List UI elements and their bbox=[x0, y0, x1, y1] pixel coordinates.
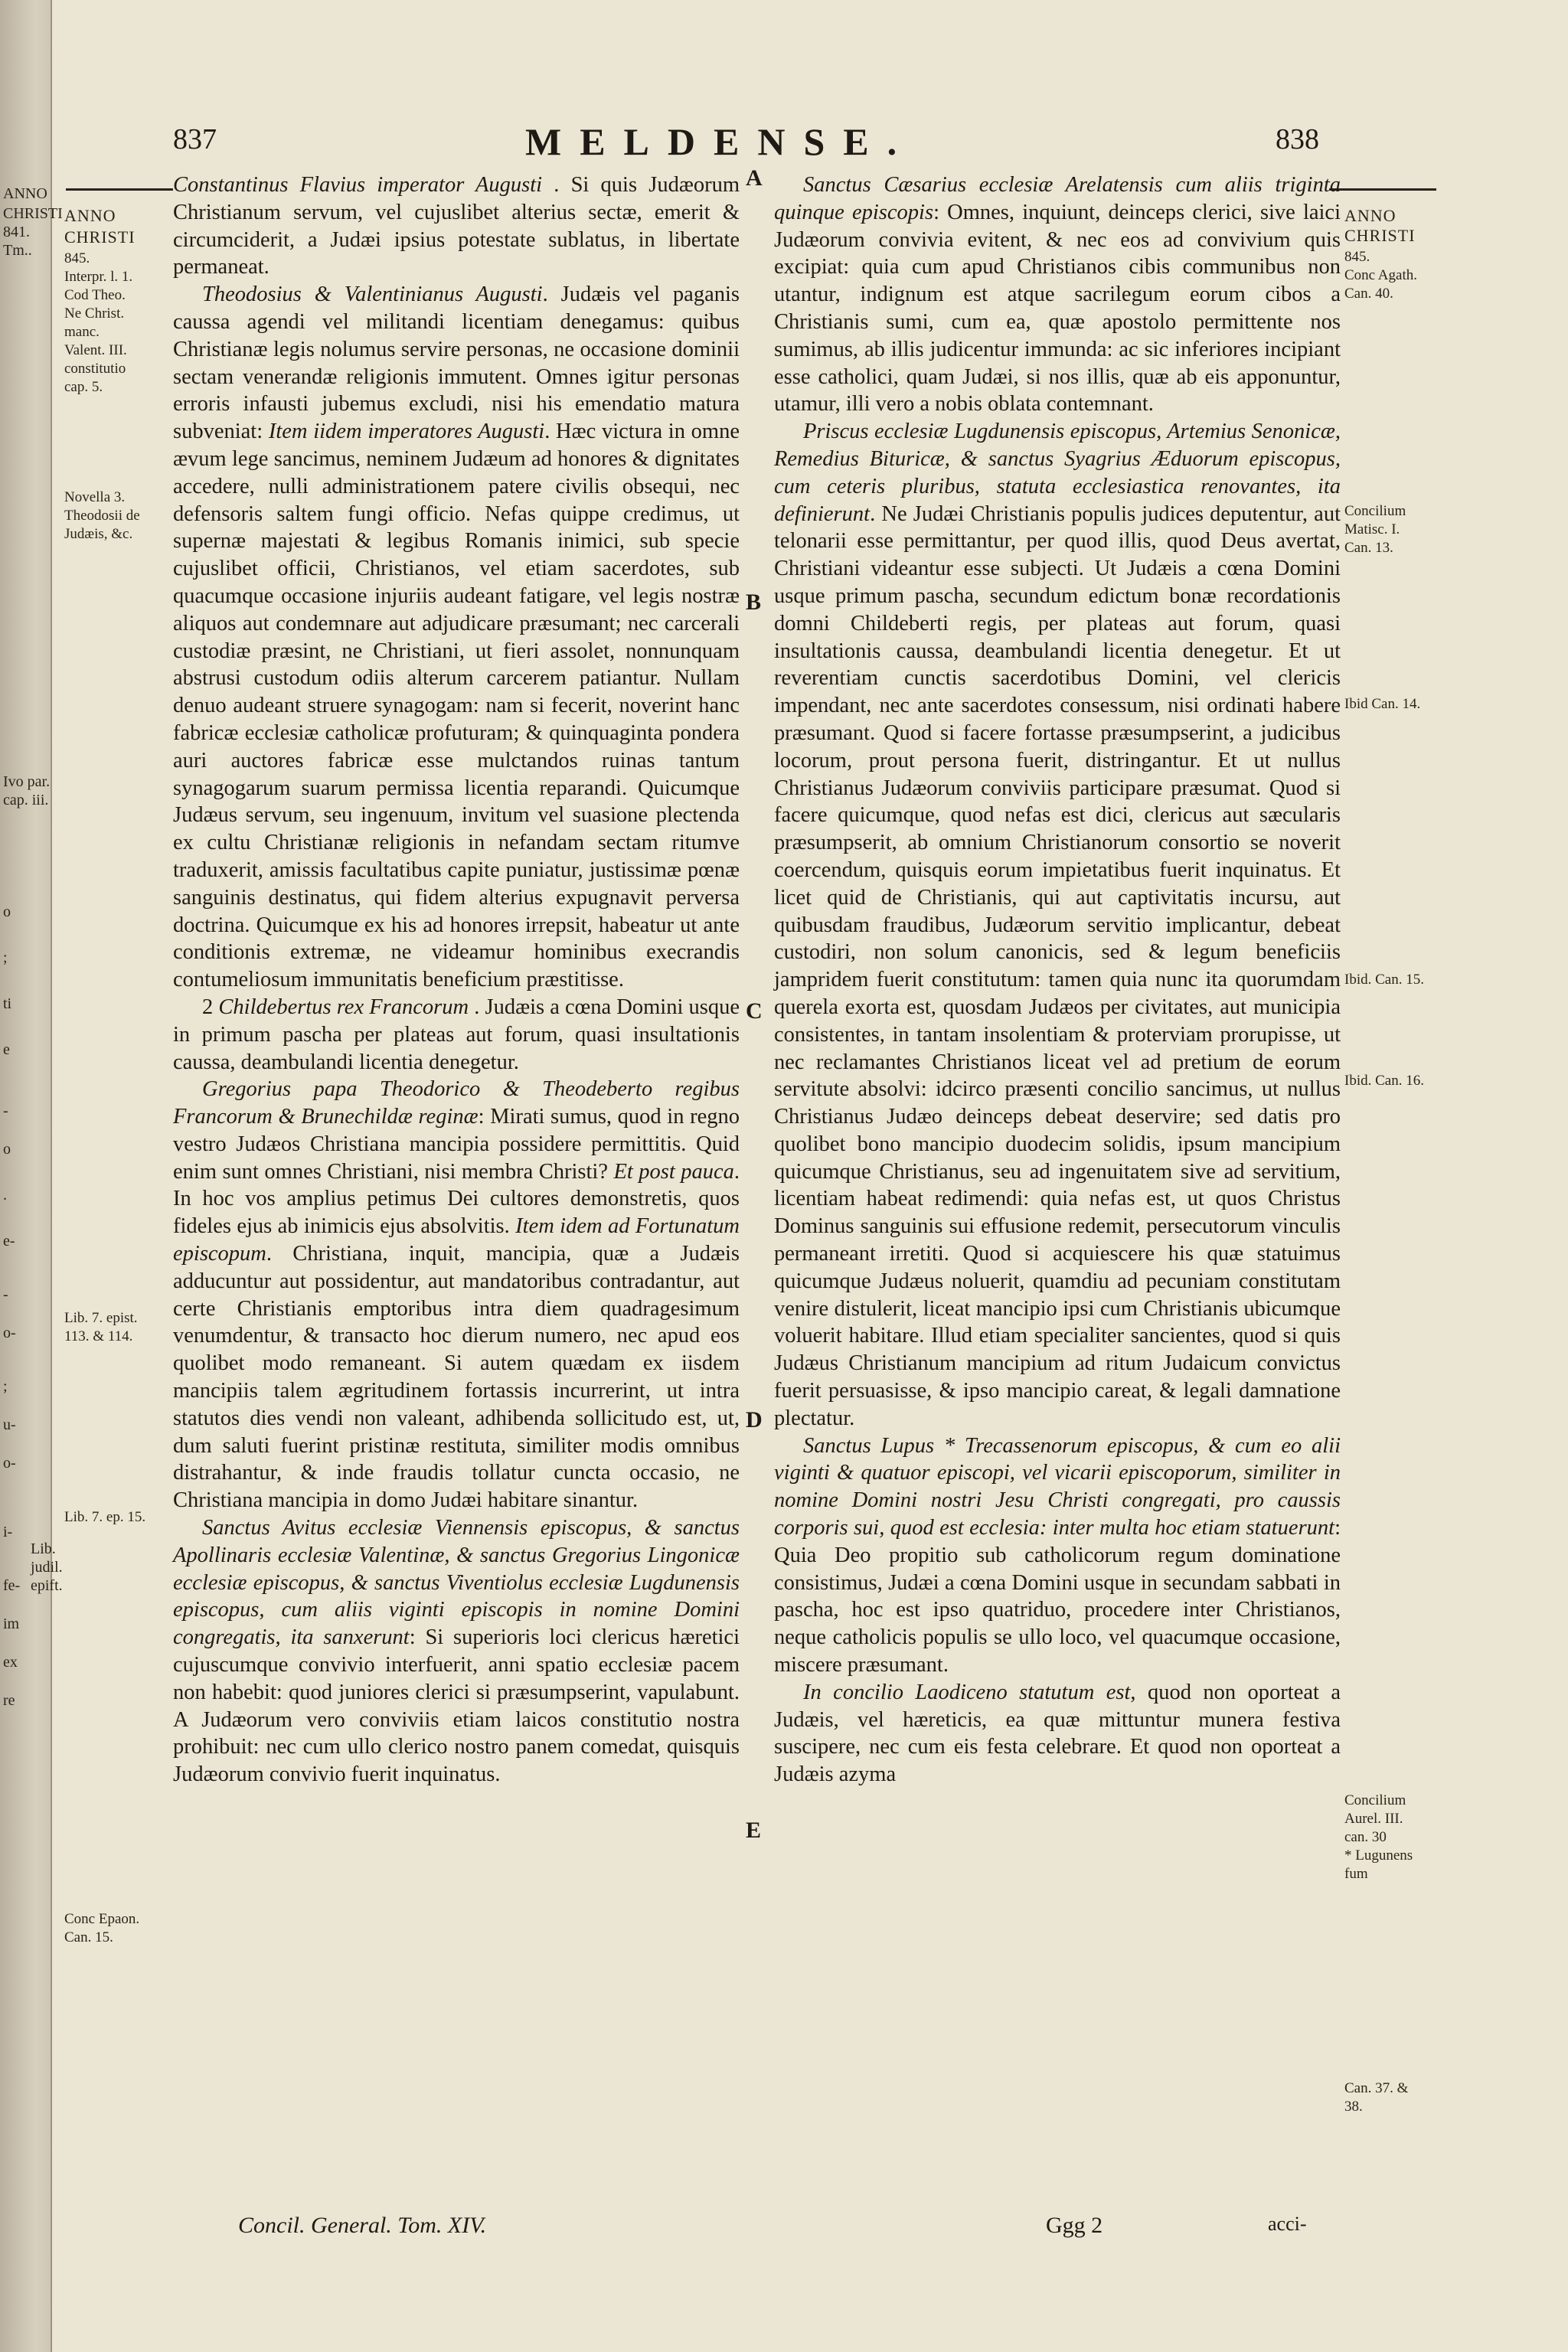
strip-fragment: 841. bbox=[3, 224, 30, 240]
strip-fragment: judil. bbox=[31, 1559, 63, 1576]
strip-fragment: - bbox=[3, 1286, 8, 1303]
strip-fragment: e bbox=[3, 1041, 10, 1058]
margin-note: CHRISTI bbox=[1344, 226, 1416, 245]
paragraph: In concilio Laodiceno statutum est, quod non oporteat a Judæis, vel hæreticis, ea quæ mittuntur munera festiva suscipere, nec cum eis festa celebrare. Et quod non oporteat a Judæis azyma bbox=[774, 1680, 1341, 1787]
margin-note: can. 30 bbox=[1344, 1829, 1387, 1845]
strip-fragment: o bbox=[3, 903, 11, 920]
page-number-left: 837 bbox=[173, 123, 217, 155]
margin-note: Conc Epaon. bbox=[64, 1911, 140, 1927]
margin-note: Theodosii de bbox=[64, 508, 140, 524]
footer-signature: Ggg 2 bbox=[1046, 2213, 1103, 2238]
strip-fragment: CHRISTI bbox=[3, 205, 63, 222]
margin-note: Valent. III. bbox=[64, 342, 127, 358]
strip-fragment: u- bbox=[3, 1416, 16, 1433]
margin-note: ANNO bbox=[64, 206, 116, 225]
margin-note: Ne Christ. bbox=[64, 305, 125, 322]
page-number-right: 838 bbox=[1276, 123, 1319, 155]
margin-note: ANNO bbox=[1344, 206, 1396, 225]
strip-fragment: ; bbox=[3, 949, 8, 966]
strip-fragment: i- bbox=[3, 1524, 13, 1540]
margin-note: Can. 13. bbox=[1344, 540, 1393, 556]
document-page bbox=[58, 115, 1559, 2350]
margin-note: Conc Agath. bbox=[1344, 267, 1417, 283]
margin-note: Ibid Can. 14. bbox=[1344, 696, 1421, 712]
footer-volume: Concil. General. Tom. XIV. bbox=[238, 2213, 487, 2238]
strip-fragment: Tm.. bbox=[3, 242, 32, 259]
paragraph: Sanctus Avitus ecclesiæ Viennensis episcopus, & sanctus Apollinaris ecclesiæ Valentinæ, & sanctus Gregorius Lingonicæ ecclesiæ episcopus, & sanctus Viventiolus ecclesiæ Lugdunensis episcopus, cum aliis viginti episcopis in nomine Domini congregatis, ita sanxerunt: Si superioris loci clericus hæretici cujuscumque convivio interfuerit, anni spatio ecclesiæ pacem non habebit: quod juniores clerici si præsumpserint, vapulabunt. A Judæorum vero conviviis etiam laicos constitutio nostra prohibuit: nec cum ullo clerico nostro panem comedat, quisquis Judæorum convivio fuerit inquinatus. bbox=[173, 1516, 740, 1787]
strip-fragment: o- bbox=[3, 1325, 16, 1341]
margin-note: Judæis, &c. bbox=[64, 526, 133, 542]
column-letter-b: B bbox=[746, 590, 762, 615]
column-letter-e: E bbox=[746, 1818, 762, 1843]
margin-note: 845. bbox=[1344, 249, 1370, 265]
margin-note: Can. 37. & bbox=[1344, 2080, 1409, 2096]
margin-note: CHRISTI bbox=[64, 227, 136, 247]
margin-note: 113. & 114. bbox=[64, 1328, 133, 1344]
margin-note: manc. bbox=[64, 324, 100, 340]
strip-fragment: Lib. bbox=[31, 1540, 56, 1557]
strip-fragment: e- bbox=[3, 1233, 15, 1250]
margin-note: Concilium bbox=[1344, 1792, 1406, 1808]
margin-note: Lib. 7. epist. bbox=[64, 1310, 138, 1326]
margin-note: Concilium bbox=[1344, 503, 1406, 519]
adjacent-page-strip bbox=[0, 0, 52, 2352]
margin-note: Can. 40. bbox=[1344, 286, 1393, 302]
margin-note: Ibid. Can. 16. bbox=[1344, 1073, 1424, 1089]
strip-fragment: re bbox=[3, 1692, 15, 1709]
running-head bbox=[58, 115, 1559, 168]
strip-fragment: ; bbox=[3, 1378, 8, 1395]
margin-note: Can. 15. bbox=[64, 1929, 113, 1945]
margin-note: Aurel. III. bbox=[1344, 1811, 1403, 1827]
margin-note: Matisc. I. bbox=[1344, 521, 1400, 537]
paragraph: Priscus ecclesiæ Lugdunensis episcopus, Artemius Senonicæ, Remedius Bituricæ, & sanctus Syagrius Æduorum episcopus, cum ceteris pluribus, statuta ecclesiastica renovantes, ita definierunt. Ne Judæi Christianis populis judices deputentur, aut telonarii esse permittantur, per quod illis, quod Deus avertat, Christiani videantur esse subjecti. Ut Judæis a cœna Domini usque primum pascha, secundum edictum bonæ recordationis domni Childeberti regis, per plateas aut forum, quasi insultationis caussa, deambulandi licentia denegetur. Et ut reverentiam cunctis sacerdotibus Domini, vel clericis impendant, nec ante sacerdotes consessum, nisi ordinati habere præsumant. Quod si facere fortasse præsumpserint, a judicibus locorum, prout persona fuerit, distringantur. Et ut nullus Christianus Judæorum conviviis participare præsumat. Quod si facere quicumque, quod nefas est dici, clericus aut sæcularis præsumpserit, ab omnium Christianorum consortio se noverit coercendum, quisquis eorum impietatibus fuerit inquinatus. Et licet quid de Christianis, qui aut captivitatis incursu, aut quibusdam fraudibus, Judæorum servitio implicantur, debeat custodiri, non solum canonicis, sed & legum beneficiis jampridem fuerit constitutum: tamen quia nunc ita quorumdam querela exorta est, quosdam Judæos per civitates, aut municipia consistentes, in tantam insolentiam & proterviam prorupisse, ut nec reclamantes Christianos liceat vel ad pretium de eorum servitute absolvi: idcirco præsenti concilio sancimus, ut nullus Christianus Judæo deinceps debeat deservire; sed datis pro quolibet bono mancipio duodecim solidis, ipsum mancipium quicumque Christianus, seu ad ingenuitatem sive ad servitium, licentiam habeat redimendi: quia nefas est, ut quos Christus Dominus sanguinis sui effusione redemit, persecutorum vinculis permaneant irretiti. Quod si acquiescere his quæ statuimus quicumque Judæus noluerit, quamdiu ad pecuniam constitutam venire distulerit, liceat mancipio ipsi cum Christianis ubicumque voluerit habitare. Illud etiam specialiter sancientes, quod si quis Judæus Christianum mancipium ad ritum Judaicum convictus fuerit persuasisse, & ipso mancipio careat, & legali damnatione plectatur. bbox=[774, 420, 1341, 1430]
margin-rule-right bbox=[1329, 188, 1436, 191]
column-letter-d: D bbox=[746, 1407, 763, 1432]
strip-fragment: ex bbox=[3, 1654, 18, 1671]
paragraph: Sanctus Cæsarius ecclesiæ Arelatensis cum aliis triginta quinque episcopis: Omnes, inquiunt, deinceps clerici, sive laici Judæorum convivia evitent, & nec eos ad convivium quis excipiat: quia cum apud Christianos cibis communibus non utantur, indignum est atque sacrilegum eorum cibos a Christianis sumi, cum ea, quæ apostolo permittente nos sumimus, ab illis judicentur immunda: ac sic inferiores incipiant esse catholici, quam Judæi, si nos illis, quæ ab eis apponuntur, utamur, illi vero a nobis oblata contemnant. bbox=[774, 173, 1341, 416]
margin-note: Interpr. l. 1. bbox=[64, 269, 133, 285]
paragraph: Sanctus Lupus * Trecassenorum episcopus, & cum eo alii viginti & quatuor episcopi, vel vicarii episcoporum, similiter in nomine Domini nostri Jesu Christi congregati, pro caussis corporis sui, quod est ecclesia: inter multa hoc etiam statuerunt: Quia Deo propitio sub catholicorum regum dominatione consistimus, Judæi a cœna Domini usque in secundam sabbati in pascha, hoc est ipso quatriduo, procedere inter Christianos, neque catholicis populis se ullo loco, vel quacumque occasione, miscere præsumant. bbox=[774, 1433, 1341, 1677]
paragraph: Gregorius papa Theodorico & Theodeberto regibus Francorum & Brunechildæ reginæ: Mirati sumus, quod in regno vestro Judæos Christiana mancipia possidere permittitis. Quid enim sunt omnes Christiani, nisi membra Christi? Et post pauca. In hoc vos amplius petimus Dei cultores demonstretis, quos fideles ejus ab inimicis ejus absolvitis. Item idem ad Fortunatum episcopum. Christiana, inquit, mancipia, quæ a Judæis adducuntur aut possidentur, aut mandatoribus contradantur, aut certe Christianis emptoribus intra diem quadragesimum venumdentur, & transacto hoc dierum numero, nec apud eos quolibet modo remaneant. Si autem quædam ex iisdem mancipiis talem ægritudinem fortassis incurrerint, ut intra statutos dies vendi non valeant, adhibenda sollicitudo est, ut, dum saluti fuerint pristinæ restituta, similiter modis omnibus distrahantur, & inde fraudis tollatur cuncta occasio, ne Christiana mancipia in domo Judæi habitare sinantur. bbox=[173, 1077, 740, 1513]
paragraph: 2 Childebertus rex Francorum . Judæis a cœna Domini usque in primum pascha per plateas aut forum, quasi insultationis caussa, deambulandi licentia denegetur. bbox=[173, 995, 740, 1074]
strip-fragment: ANNO bbox=[3, 185, 47, 202]
margin-note: 845. bbox=[64, 250, 90, 266]
margin-rule-left bbox=[66, 188, 173, 191]
strip-fragment: o bbox=[3, 1141, 11, 1158]
margin-note: Lib. 7. ep. 15. bbox=[64, 1509, 146, 1525]
margin-note: Cod Theo. bbox=[64, 287, 126, 303]
page-title: MELDENSE. bbox=[525, 120, 916, 163]
left-column bbox=[173, 172, 740, 1788]
margin-note: Ibid. Can. 15. bbox=[1344, 972, 1424, 988]
margin-note: * Lugunens bbox=[1344, 1847, 1413, 1864]
strip-fragment: Ivo par. bbox=[3, 773, 51, 790]
strip-fragment: ti bbox=[3, 995, 12, 1012]
column-letter-c: C bbox=[746, 998, 763, 1024]
footer-catchword: acci- bbox=[1268, 2213, 1307, 2235]
strip-fragment: epift. bbox=[31, 1577, 63, 1594]
margin-note: cap. 5. bbox=[64, 379, 103, 395]
strip-fragment: im bbox=[3, 1615, 20, 1632]
strip-fragment: - bbox=[3, 1102, 8, 1119]
strip-fragment: cap. iii. bbox=[3, 792, 49, 808]
strip-fragment: . bbox=[3, 1187, 7, 1204]
paragraph: Theodosius & Valentinianus Augusti. Judæis vel paganis caussa agendi vel militandi licentiam denegamus: quibus Christianæ legis nolumus servire personas, ne occasione dominii sectam venerandæ religionis immutent. Omnes igitur personas erroris infausti jubemus excludi, nisi his emendatio matura subveniat: Item iidem imperatores Augusti. Hæc victura in omne ævum lege sancimus, neminem Judæum ad honores & dignitates accedere, nulli administrationem patere civilis obsequi, nec defensoris saltem fungi officio. Nefas quippe credimus, ut supernæ majestati & legibus Romanis inimici, sub specie cujuslibet officii, Christianos, vel etiam sacerdotes, sub quacumque occasione injuriis audeant fatigare, vel legis nostræ aliquos aut condemnare aut adjudicare præsumant; nec carcerali custodiæ præsint, ne Christiani, ut fieri assolet, nonnunquam abstrusi custodum odiis alterum carcerem patiantur. Nullam denuo audeant struere synagogam: nam si fecerit, noverint hanc fabricæ ecclesiæ catholicæ profuturam; & quinquaginta pondera auri auctores fabricæ esse mulctandos ruinas tantum synagogarum suarum permissa licentia reparandi. Quicumque Judæus servum, seu ingenuum, invitum vel suasione plectenda ex cultu Christianæ religionis in nefandam sectam ritumve traduxerit, amissis facultatibus capite puniatur, justissimæ pœnæ sanguinis destinatus, qui fidem alterius expugnavit perversa doctrina. Quicumque ex his ad honores irrepsit, habeatur ut ante conditionis extremæ, ne videamur hominibus execrandis contumeliosum immunitatis beneficium præstitisse. bbox=[173, 283, 740, 992]
strip-fragment: o- bbox=[3, 1455, 16, 1472]
column-letter-a: A bbox=[746, 165, 763, 191]
margin-note: Novella 3. bbox=[64, 489, 126, 505]
margin-note: 38. bbox=[1344, 2099, 1363, 2115]
paragraph: Constantinus Flavius imperator Augusti . Si quis Judæorum Christianum servum, vel cujuslibet alterius sectæ, emerit & circumciderit, a Judæi ipsius potestate sublatus, in libertate permaneat. bbox=[173, 173, 740, 279]
right-column bbox=[774, 172, 1341, 1788]
strip-fragment: fe- bbox=[3, 1577, 21, 1594]
margin-note: fum bbox=[1344, 1866, 1368, 1882]
margin-note: constitutio bbox=[64, 361, 126, 377]
